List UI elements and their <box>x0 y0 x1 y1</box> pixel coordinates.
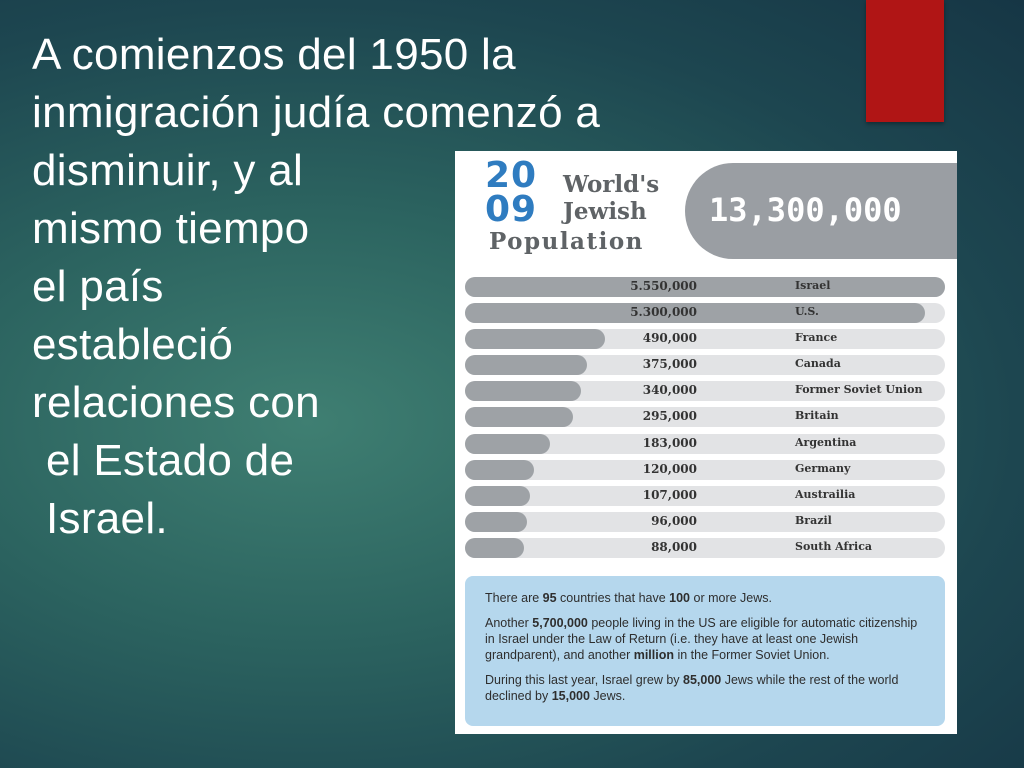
population-bar <box>465 381 581 401</box>
population-value: 107,000 <box>642 487 697 502</box>
population-bar <box>465 434 550 454</box>
population-bar <box>465 277 945 297</box>
country-row <box>465 329 945 349</box>
country-name: Austrailia <box>795 487 856 501</box>
facts-box <box>465 576 945 726</box>
population-value: 375,000 <box>642 357 697 372</box>
country-row <box>465 538 945 558</box>
population-value: 96,000 <box>651 513 697 528</box>
title-line-1: World's <box>563 171 660 198</box>
population-bar <box>465 407 573 427</box>
fact-2: Another 5,700,000 people living in the US are eligible for automatic citizenship in Israel under the Law of Return (i.e. they have at least one Jewish grandparent), and another million in the Former Soviet Union. <box>485 616 918 662</box>
population-value: 183,000 <box>642 435 697 450</box>
country-row <box>465 512 945 532</box>
population-bar <box>465 486 530 506</box>
infographic-title <box>563 171 659 225</box>
row-track <box>465 538 945 558</box>
title-line-2: Jewish <box>563 198 647 225</box>
country-row <box>465 277 945 297</box>
slide-text-line: A comienzos del 1950 la <box>32 30 516 79</box>
country-name: South Africa <box>795 539 873 553</box>
country-row <box>465 381 945 401</box>
population-value: 88,000 <box>651 539 697 554</box>
country-name: France <box>795 331 838 345</box>
population-bar <box>465 329 605 349</box>
population-value: 5.550,000 <box>630 279 697 293</box>
country-name: Germany <box>795 461 851 475</box>
slide-text-line: el Estado de <box>46 436 295 485</box>
slide-text-line: estableció <box>32 320 234 369</box>
country-name: Canada <box>795 357 841 371</box>
population-value: 295,000 <box>642 409 697 424</box>
population-value: 490,000 <box>642 331 697 346</box>
country-name: Argentina <box>795 435 857 449</box>
row-track <box>465 486 945 506</box>
country-list <box>465 277 945 564</box>
country-name: Britain <box>795 409 839 423</box>
population-value: 120,000 <box>642 461 697 476</box>
infographic-year <box>485 155 538 230</box>
year-top: 20 <box>485 155 538 196</box>
slide-text-line: Israel. <box>46 494 168 543</box>
year-bottom: 09 <box>485 189 538 230</box>
country-row <box>465 407 945 427</box>
fact-1: There are 95 countries that have 100 or more Jews. <box>485 591 772 605</box>
total-population: 13,300,000 <box>709 191 902 229</box>
slide-text-line: mismo tiempo <box>32 204 310 253</box>
country-row <box>465 434 945 454</box>
fact-3: During this last year, Israel grew by 85,000 Jews while the rest of the world declined by 15,000 Jews. <box>485 673 899 703</box>
slide-text-line: relaciones con <box>32 378 320 427</box>
population-bar <box>465 460 534 480</box>
population-bar <box>465 512 527 532</box>
row-track <box>465 460 945 480</box>
slide-text-line: el país <box>32 262 164 311</box>
title-line-3: Population <box>489 228 644 255</box>
population-bar <box>465 538 524 558</box>
accent-bar <box>866 0 944 122</box>
population-value: 340,000 <box>642 383 697 398</box>
country-row <box>465 355 945 375</box>
population-bar <box>465 355 587 375</box>
slide-text-line: disminuir, y al <box>32 146 304 195</box>
country-name: Brazil <box>795 513 832 527</box>
country-row <box>465 303 945 323</box>
country-name: Former Soviet Union <box>795 383 923 397</box>
country-name: Israel <box>795 279 831 292</box>
country-name: U.S. <box>795 305 819 319</box>
population-value: 5.300,000 <box>630 305 697 320</box>
population-infographic <box>455 151 957 734</box>
country-row <box>465 460 945 480</box>
slide-text-line: inmigración judía comenzó a <box>32 88 601 137</box>
country-row <box>465 486 945 506</box>
row-track <box>465 512 945 532</box>
